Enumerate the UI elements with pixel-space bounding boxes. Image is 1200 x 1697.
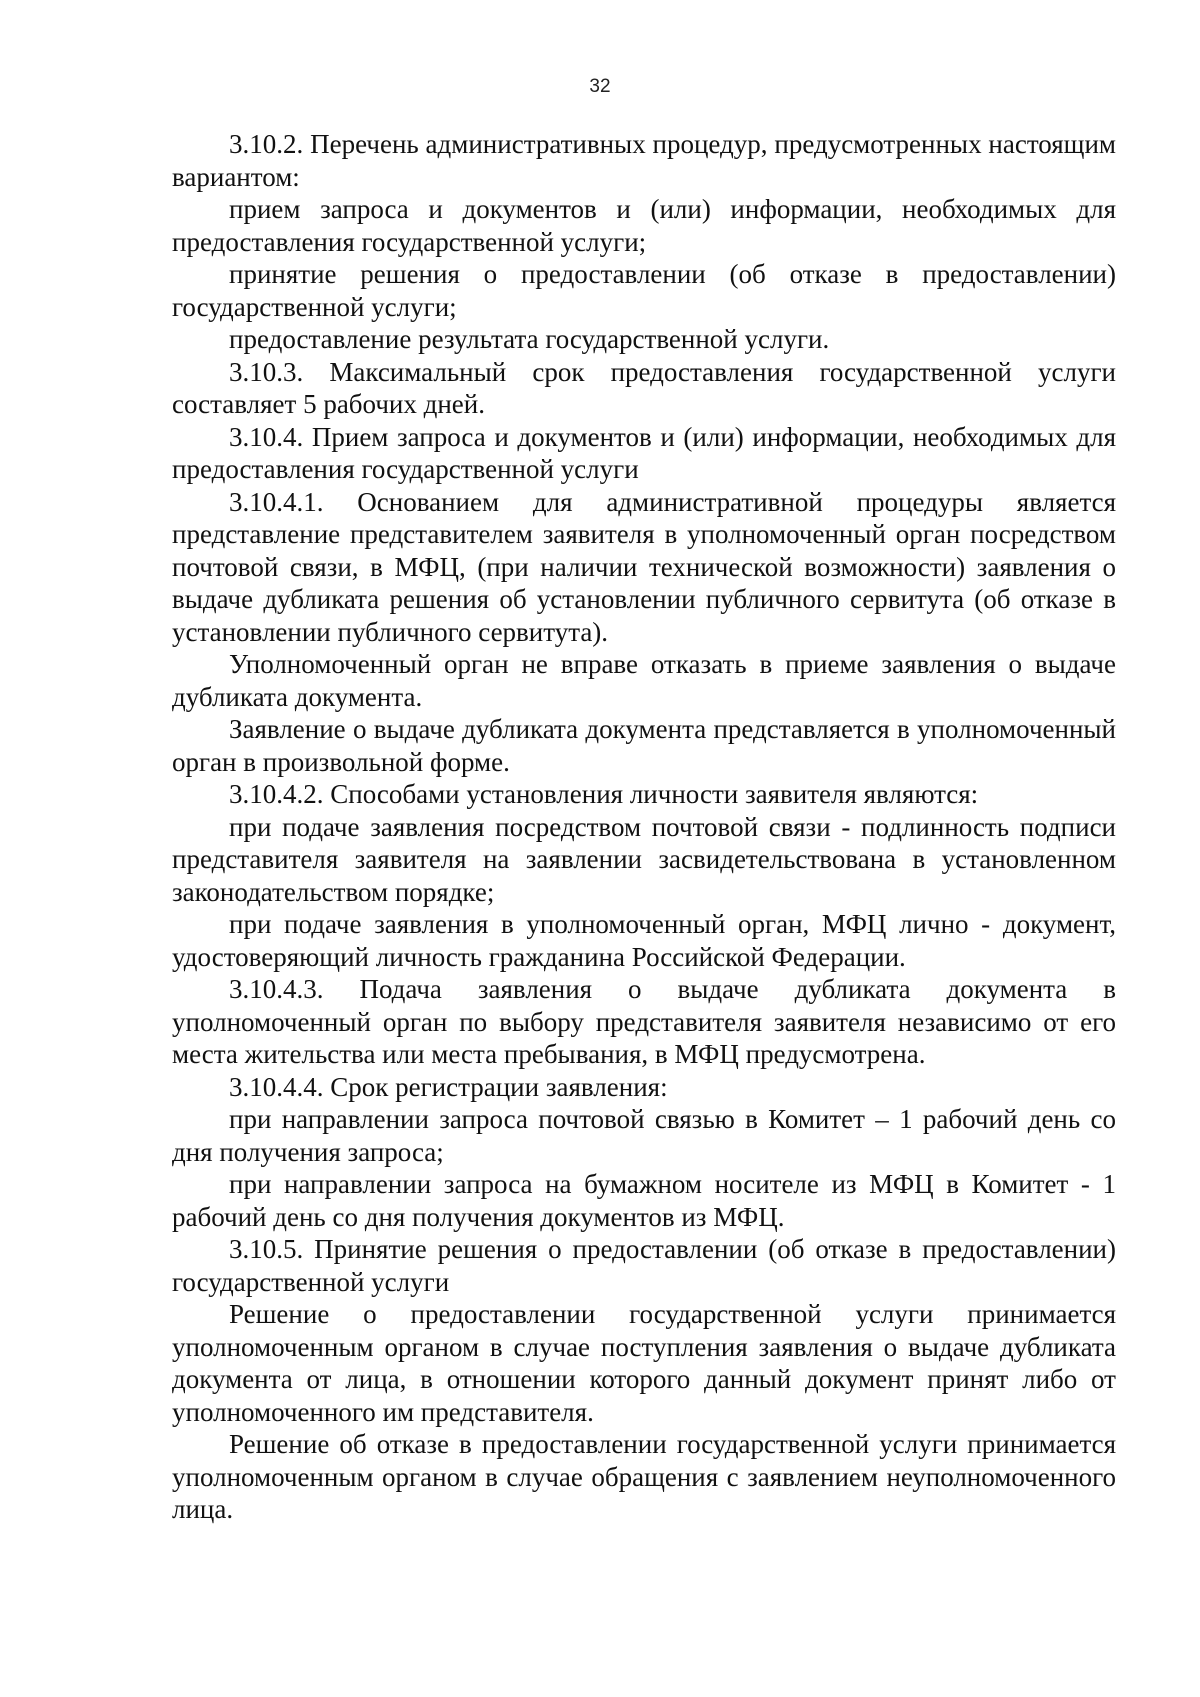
paragraph-list-item-decision: принятие решения о предоставлении (об отказе в предоставлении) государственной услуги; — [172, 259, 1116, 322]
paragraph-3-10-4-4: 3.10.4.4. Срок регистрации заявления: — [229, 1071, 668, 1102]
paragraph-3-10-3: 3.10.3. Максимальный срок предоставления государственной услуги составляет 5 рабочих дней. — [172, 356, 1116, 419]
paragraph-registration-mfc: при направлении запроса на бумажном носителе из МФЦ в Комитет - 1 рабочий день со дня получения документов из МФЦ. — [172, 1169, 1116, 1232]
paragraph-identity-postal: при подаче заявления посредством почтовой связи - подлинность подписи представителя заявителя на заявлении засвидетельствована в установленном законодательством порядке; — [172, 811, 1116, 907]
paragraph-list-item-receipt: прием запроса и документов и (или) информации, необходимых для предоставления государственной услуги; — [172, 194, 1116, 257]
paragraph-3-10-4-3: 3.10.4.3. Подача заявления о выдаче дубликата документа в уполномоченный орган по выбору представителя заявителя независимо от его места жительства или места пребывания, в МФЦ предусмотрена. — [172, 974, 1116, 1069]
paragraph-3-10-4: 3.10.4. Прием запроса и документов и (или) информации, необходимых для предоставления государственной услуги — [172, 421, 1116, 484]
document-body — [172, 128, 1116, 1526]
paragraph-list-item-result: предоставление результата государственной услуги. — [229, 324, 830, 354]
paragraph-arbitrary-form: Заявление о выдаче дубликата документа представляется в уполномоченный орган в произвольной форме. — [172, 714, 1116, 777]
paragraph-3-10-4-2: 3.10.4.2. Способами установления личности заявителя являются: — [229, 779, 979, 809]
paragraph-decision-refusal: Решение об отказе в предоставлении государственной услуги принимается уполномоченным органом в случае обращения с заявлением неуполномоченного лица. — [172, 1429, 1116, 1524]
page-number: 32 — [589, 76, 611, 97]
paragraph-3-10-4-1: 3.10.4.1. Основанием для административной процедуры является представление представителем заявителя в уполномоченный орган посредством почтовой связи, в МФЦ, (при наличии технической возможности) заявления о выдаче дубликата решения об установлении публичного сервитута (об отказе в установлении публичного сервитута). — [172, 486, 1116, 647]
paragraph-3-10-2: 3.10.2. Перечень административных процедур, предусмотренных настоящим вариантом: — [172, 129, 1116, 192]
paragraph-identity-in-person: при подаче заявления в уполномоченный орган, МФЦ лично - документ, удостоверяющий личность гражданина Российской Федерации. — [172, 909, 1116, 972]
paragraph-registration-postal: при направлении запроса почтовой связью в Комитет – 1 рабочий день со дня получения запроса; — [172, 1104, 1116, 1167]
paragraph-decision-grant: Решение о предоставлении государственной услуги принимается уполномоченным органом в случае поступления заявления о выдаче дубликата документа от лица, в отношении которого данный документ принят либо от уполномоченного им представителя. — [172, 1299, 1116, 1427]
paragraph-no-refusal: Уполномоченный орган не вправе отказать в приеме заявления о выдаче дубликата документа. — [172, 649, 1116, 712]
paragraph-3-10-5: 3.10.5. Принятие решения о предоставлении (об отказе в предоставлении) государственной услуги — [172, 1234, 1116, 1297]
